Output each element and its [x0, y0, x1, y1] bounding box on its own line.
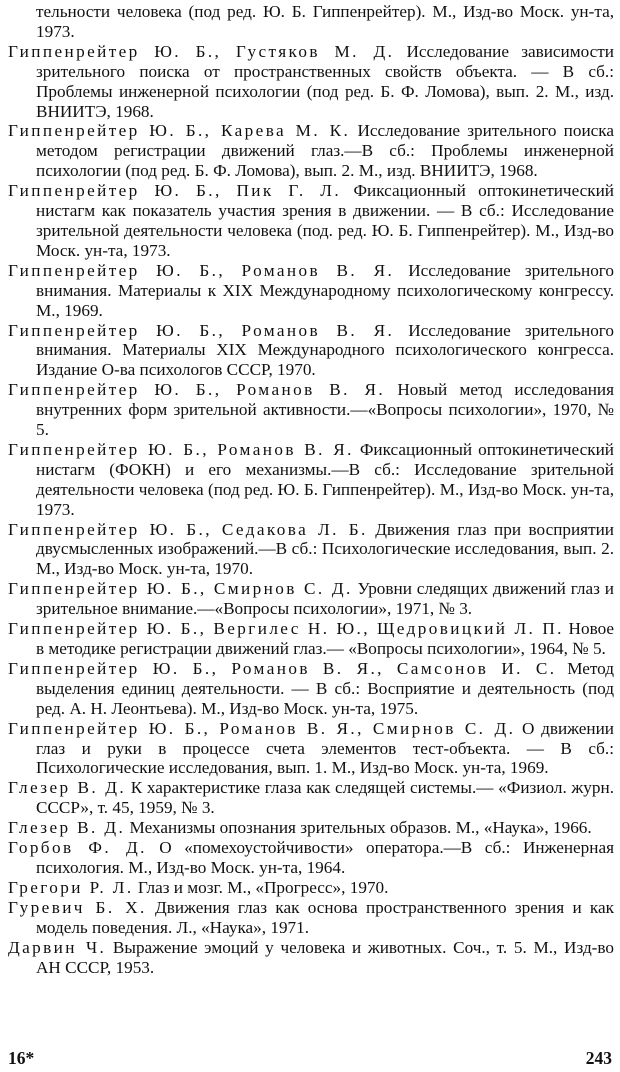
reference-author: Гуревич Б. Х.: [8, 897, 147, 917]
reference-text: Новый метод исследования внутренних форм зрительной активности.—«Вопросы психологии», 1970, № 5.: [36, 380, 614, 440]
reference-author: Гиппенрейтер Ю. Б., Романов В. Я., Смирнов С. Д.: [8, 718, 516, 738]
reference-author: Гиппенрейтер Ю. Б., Густяков М. Д.: [8, 41, 395, 61]
page-number: 243: [585, 1048, 612, 1068]
reference-text: Новое в методике регистрации движений глаз.— «Вопросы психологии», 1964, № 5.: [36, 619, 614, 658]
reference-author: Глезер В. Д.: [8, 818, 126, 838]
reference-entry: [8, 938, 614, 978]
reference-entry: [8, 261, 614, 321]
reference-entry: [8, 380, 614, 440]
reference-author: Гиппенрейтер Ю. Б., Смирнов С. Д.: [8, 579, 353, 599]
reference-author: Дарвин Ч.: [8, 937, 107, 957]
reference-author: Гиппенрейтер Ю. Б., Романов В. Я., Самсонов И. С.: [8, 658, 557, 678]
reference-author: Гиппенрейтер Ю. Б., Романов В. Я.: [8, 439, 354, 459]
reference-text: О «помехоустойчивости» оператора.—В сб.: Инженерная психология. М., Изд-во Моск. ун-та, 1964.: [36, 838, 614, 877]
reference-text: Исследование зрительного внимания. Материалы XIX Международного психологического конгресса. Издание О-ва психологов СССР, 1970.: [36, 320, 615, 380]
reference-list: [8, 2, 614, 977]
reference-text: Движения глаз как основа пространственного зрения и как модель поведения. Л., «Наука», 1971.: [36, 897, 614, 937]
reference-text: Фиксационный оптокинетический нистагм как показатель участия зрения в движении. — В сб.: Исследование зрительной деятельности человека (под. ред. Ю. Б. Гиппенрейтер). М., Изд-во Моск. ун-та, 1973.: [36, 181, 614, 260]
reference-author: Гиппенрейтер Ю. Б., Романов В. Я.: [8, 260, 395, 280]
reference-entry: [8, 818, 614, 838]
reference-author: Гиппенрейтер Ю. Б., Романов В. Я.: [8, 380, 386, 400]
reference-text: тельности человека (под ред. Ю. Б. Гиппенрейтер). М., Изд-во Моск. ун-та, 1973.: [36, 2, 614, 41]
reference-entry: [8, 878, 614, 898]
reference-author: Грегори Р. Л.: [8, 877, 134, 897]
reference-text: Выражение эмоций у человека и животных. Соч., т. 5. М., Изд-во АН СССР, 1953.: [36, 937, 615, 977]
reference-text: Фиксационный оптокинетический нистагм (ФОКН) и его механизмы.—В сб.: Исследование зрительной деятельности человека (под ред. Ю. Б. Гиппенрейтер). М., Изд-во Моск. ун-та, 1973.: [36, 439, 614, 519]
reference-author: Глезер В. Д.: [8, 778, 127, 798]
reference-entry: [8, 321, 614, 381]
reference-entry: [8, 898, 614, 938]
reference-entry: [8, 520, 614, 580]
reference-text: Исследование зависимости зрительного поиска от пространственных свойств объекта. — В сб.: Проблемы инженерной психологии (под ред. Б. Ф. Ломова), вып. 2. М., изд. ВНИИТЭ, 1968.: [36, 41, 614, 121]
reference-entry: [8, 2, 614, 42]
reference-text: Исследование зрительного внимания. Материалы к XIX Международному психологическому конгрессу. М., 1969.: [36, 260, 615, 320]
reference-entry: [8, 838, 614, 878]
reference-entry: [8, 778, 614, 818]
reference-entry: [8, 659, 614, 719]
signature-mark: 16*: [8, 1048, 35, 1068]
reference-entry: [8, 440, 614, 520]
reference-text: Механизмы опознания зрительных образов. М., «Наука», 1966.: [125, 818, 592, 838]
book-page: [8, 2, 614, 1070]
reference-text: Метод выделения единиц деятельности. — В сб.: Восприятие и деятельность (под ред. А. Н. Леонтьева). М., Изд-во Моск. ун-та, 1975.: [36, 658, 615, 718]
reference-entry: [8, 619, 614, 659]
reference-author: Гиппенрейтер Ю. Б., Седакова Л. Б.: [8, 519, 368, 539]
reference-entry: [8, 121, 614, 181]
reference-text: О движении глаз и руки в процессе счета элементов тест-объекта. — В сб.: Психологические исследования, вып. 1. М., Изд-во Моск. ун-та, 1969.: [36, 718, 615, 778]
reference-text: Движения глаз при восприятии двусмысленных изображений.—В сб.: Психологические исследования, вып. 2. М., Изд-во Моск. ун-та, 1970.: [36, 519, 614, 579]
reference-author: Гиппенрейтер Ю. Б., Романов В. Я.: [8, 320, 395, 340]
reference-author: Гиппенрейтер Ю. Б., Вергилес Н. Ю., Щедровицкий Л. П.: [8, 619, 564, 639]
reference-entry: [8, 42, 614, 122]
reference-text: К характеристике глаза как следящей системы.— «Физиол. журн. СССР», т. 45, 1959, № 3.: [36, 778, 614, 818]
reference-author: Горбов Ф. Д.: [8, 838, 147, 858]
reference-author: Гиппенрейтер Ю. Б., Пик Г. Л.: [8, 181, 342, 201]
reference-entry: [8, 719, 614, 779]
reference-entry: [8, 579, 614, 619]
reference-author: Гиппенрейтер Ю. Б., Карева М. К.: [8, 121, 351, 141]
reference-entry: [8, 181, 614, 261]
page-footer: [8, 1048, 614, 1070]
reference-text: Глаз и мозг. М., «Прогресс», 1970.: [133, 877, 389, 897]
reference-text: Исследование зрительного поиска методом регистрации движений глаз.—В сб.: Проблемы инженерной психологии (под ред. Б. Ф. Ломова), вып. 2. М., изд. ВНИИТЭ, 1968.: [36, 121, 614, 181]
reference-text: Уровни следящих движений глаз и зрительное внимание.—«Вопросы психологии», 1971, № 3.: [36, 579, 614, 619]
